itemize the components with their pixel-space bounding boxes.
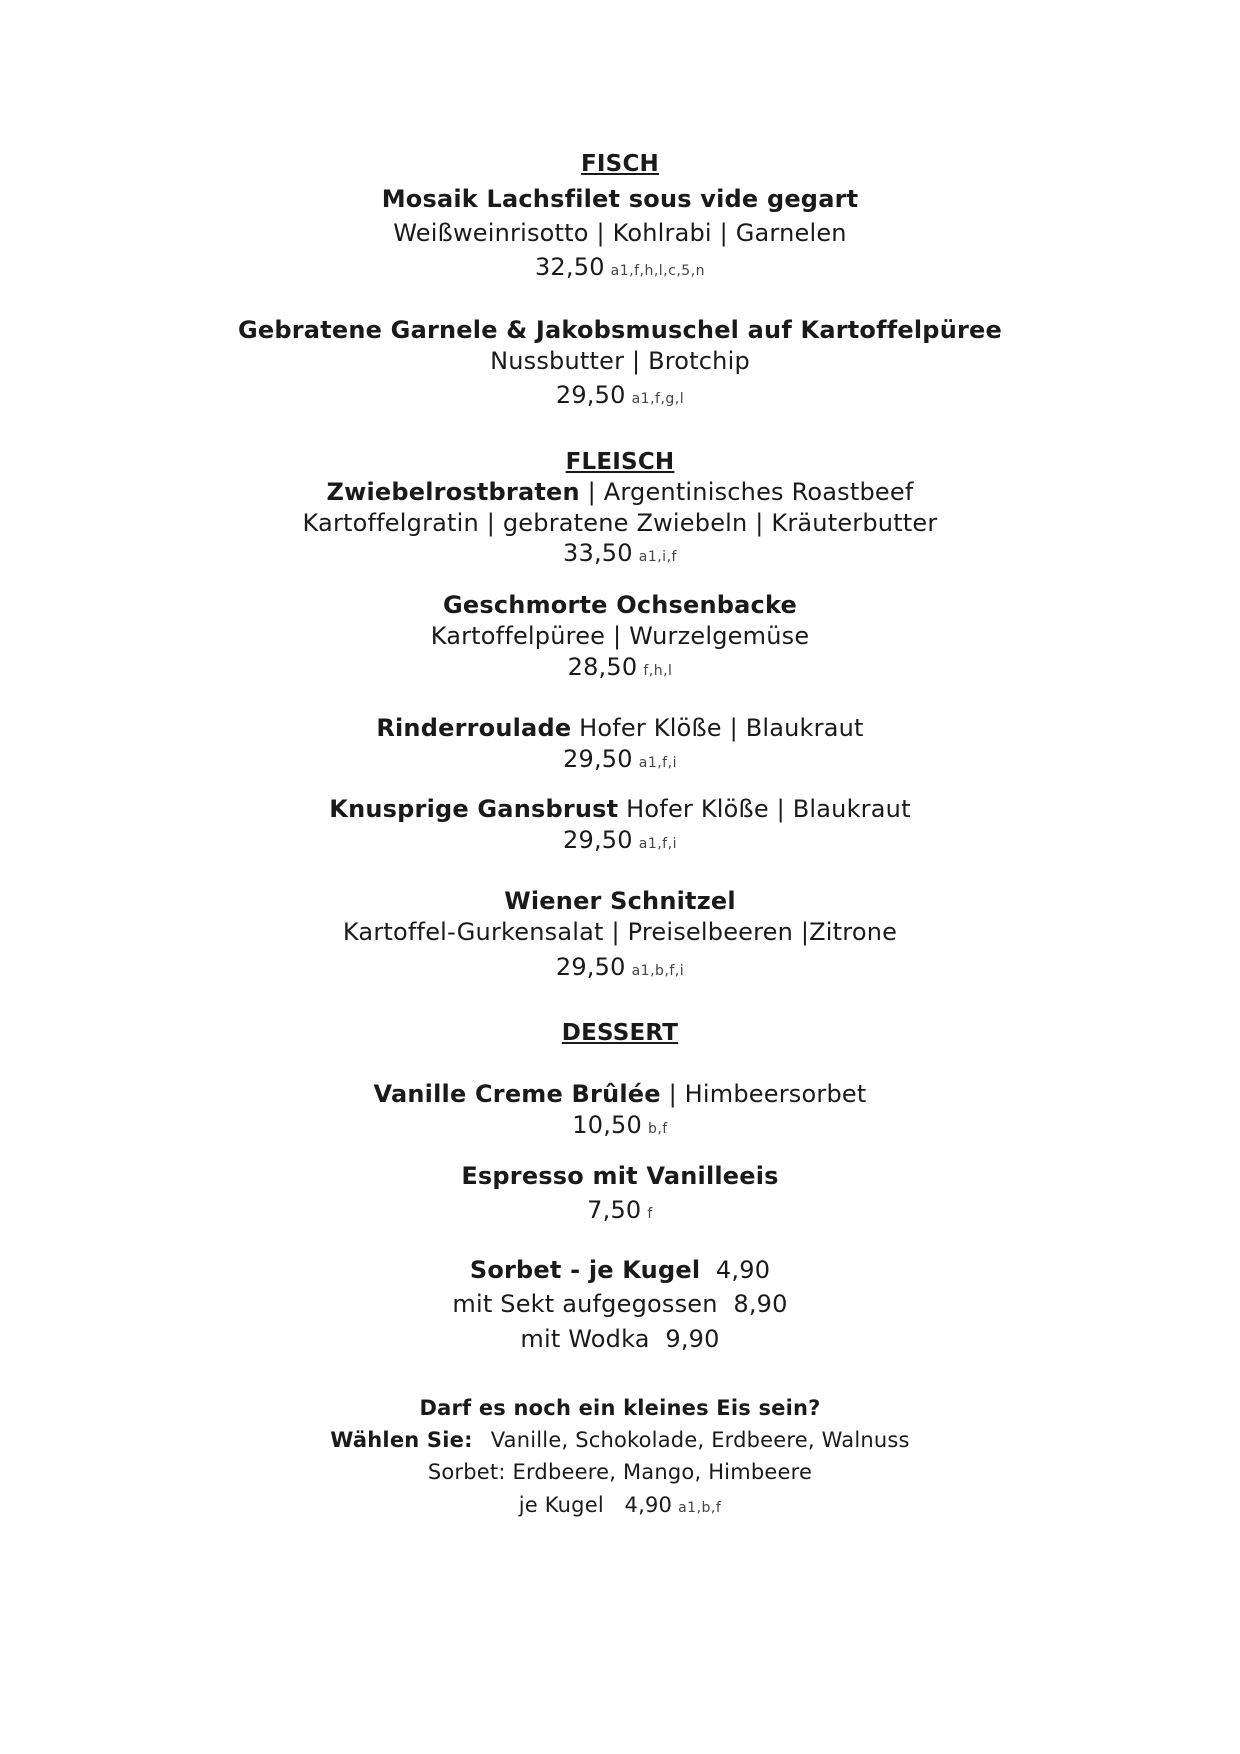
dish-name: Knusprige Gansbrust [329,795,619,823]
dish-price: 32,50 [534,253,605,281]
eis-sorbets: Sorbet: Erdbeere, Mango, Himbeere [427,1460,813,1484]
dish-price-line [0,743,1240,779]
allergen-codes: b,f [647,1121,668,1137]
allergen-codes: a1,i,f [638,549,677,565]
sorbet-sekt-label: mit Sekt aufgegossen [452,1290,718,1318]
eis-question: Darf es noch ein kleines Eis sein? [419,1396,821,1420]
section-heading-dessert: DESSERT [561,1020,679,1046]
allergen-codes: a1,b,f,i [631,963,685,979]
dish-line [0,476,1240,508]
dish-inline-description: Hofer Klöße | Blaukraut [618,795,911,823]
eis-price-line [0,1489,1240,1524]
sorbet-wodka-label: mit Wodka [520,1325,650,1353]
sorbet-sekt-line [0,1288,1240,1320]
dish-name: Rinderroulade [376,714,572,742]
dish-price: 29,50 [563,826,633,854]
dish-price-line [0,379,1240,415]
dish-price: 33,50 [563,539,633,567]
eis-flavors-line [0,1424,1240,1456]
allergen-codes: a1,f,i [638,755,677,771]
dish-description: Kartoffelpüree | Wurzelgemüse [430,622,810,650]
dish-price: 28,50 [567,653,638,681]
dish-line [0,1078,1240,1110]
section-heading-fisch: FISCH [581,151,659,177]
dish-line [0,712,1240,744]
dish-description: Kartoffel-Gurkensalat | Preiselbeeren |Zitrone [342,918,898,946]
sorbet-sekt-price: 8,90 [733,1290,788,1318]
sorbet-wodka-price: 9,90 [665,1325,720,1353]
dish-price: 4,90 [715,1256,771,1284]
allergen-codes: f,h,l [643,663,673,679]
dish-price-line [0,951,1240,987]
dish-price: 7,50 [587,1196,642,1224]
section-heading-fleisch: FLEISCH [565,449,675,475]
dish-name: Zwiebelrostbraten [326,478,580,506]
dish-name: Geschmorte Ochsenbacke [443,591,797,619]
allergen-codes: a1,f,h,l,c,5,n [610,263,706,279]
dish-price: 29,50 [563,745,633,773]
eis-choose-label: Wählen Sie: [330,1428,473,1452]
dish-price-line [0,1109,1240,1145]
eis-per-scoop: je Kugel [518,1493,604,1517]
dish-inline-description: | Himbeersorbet [660,1080,867,1108]
dish-line [0,793,1240,825]
dish-price: 29,50 [555,381,626,409]
dish-price-line [0,824,1240,860]
dish-price: 29,50 [555,953,626,981]
eis-flavors: Vanille, Schokolade, Erdbeere, Walnuss [490,1428,910,1452]
allergen-codes: a1,b,f [678,1500,722,1516]
dish-name: Sorbet - je Kugel [469,1256,701,1284]
allergen-codes: a1,f,g,l [631,391,685,407]
dish-price: 10,50 [572,1111,642,1139]
dish-price-line [0,251,1240,287]
dish-description: Weißweinrisotto | Kohlrabi | Garnelen [393,219,847,247]
dish-price-line [0,651,1240,687]
dish-description: Nussbutter | Brotchip [490,347,750,375]
dish-inline-description: Hofer Klöße | Blaukraut [571,714,864,742]
allergen-codes: a1,f,i [638,836,677,852]
allergen-codes: f [647,1206,653,1222]
dish-name: Vanille Creme Brûlée [373,1080,661,1108]
dish-name: Wiener Schnitzel [504,887,736,915]
dish-price-line [0,1194,1240,1230]
dish-name: Espresso mit Vanilleeis [461,1162,779,1190]
dish-name: Gebratene Garnele & Jakobsmuschel auf Kartoffelpüree [238,316,1002,344]
dish-inline-description: | Argentinisches Roastbeef [579,478,914,506]
dish-price-line [0,537,1240,573]
dish-name: Mosaik Lachsfilet sous vide gegart [381,185,859,213]
eis-price: 4,90 [624,1493,673,1517]
sorbet-wodka-line [0,1323,1240,1355]
sorbet-line [0,1254,1240,1286]
dish-description: Kartoffelgratin | gebratene Zwiebeln | Kräuterbutter [302,509,938,537]
